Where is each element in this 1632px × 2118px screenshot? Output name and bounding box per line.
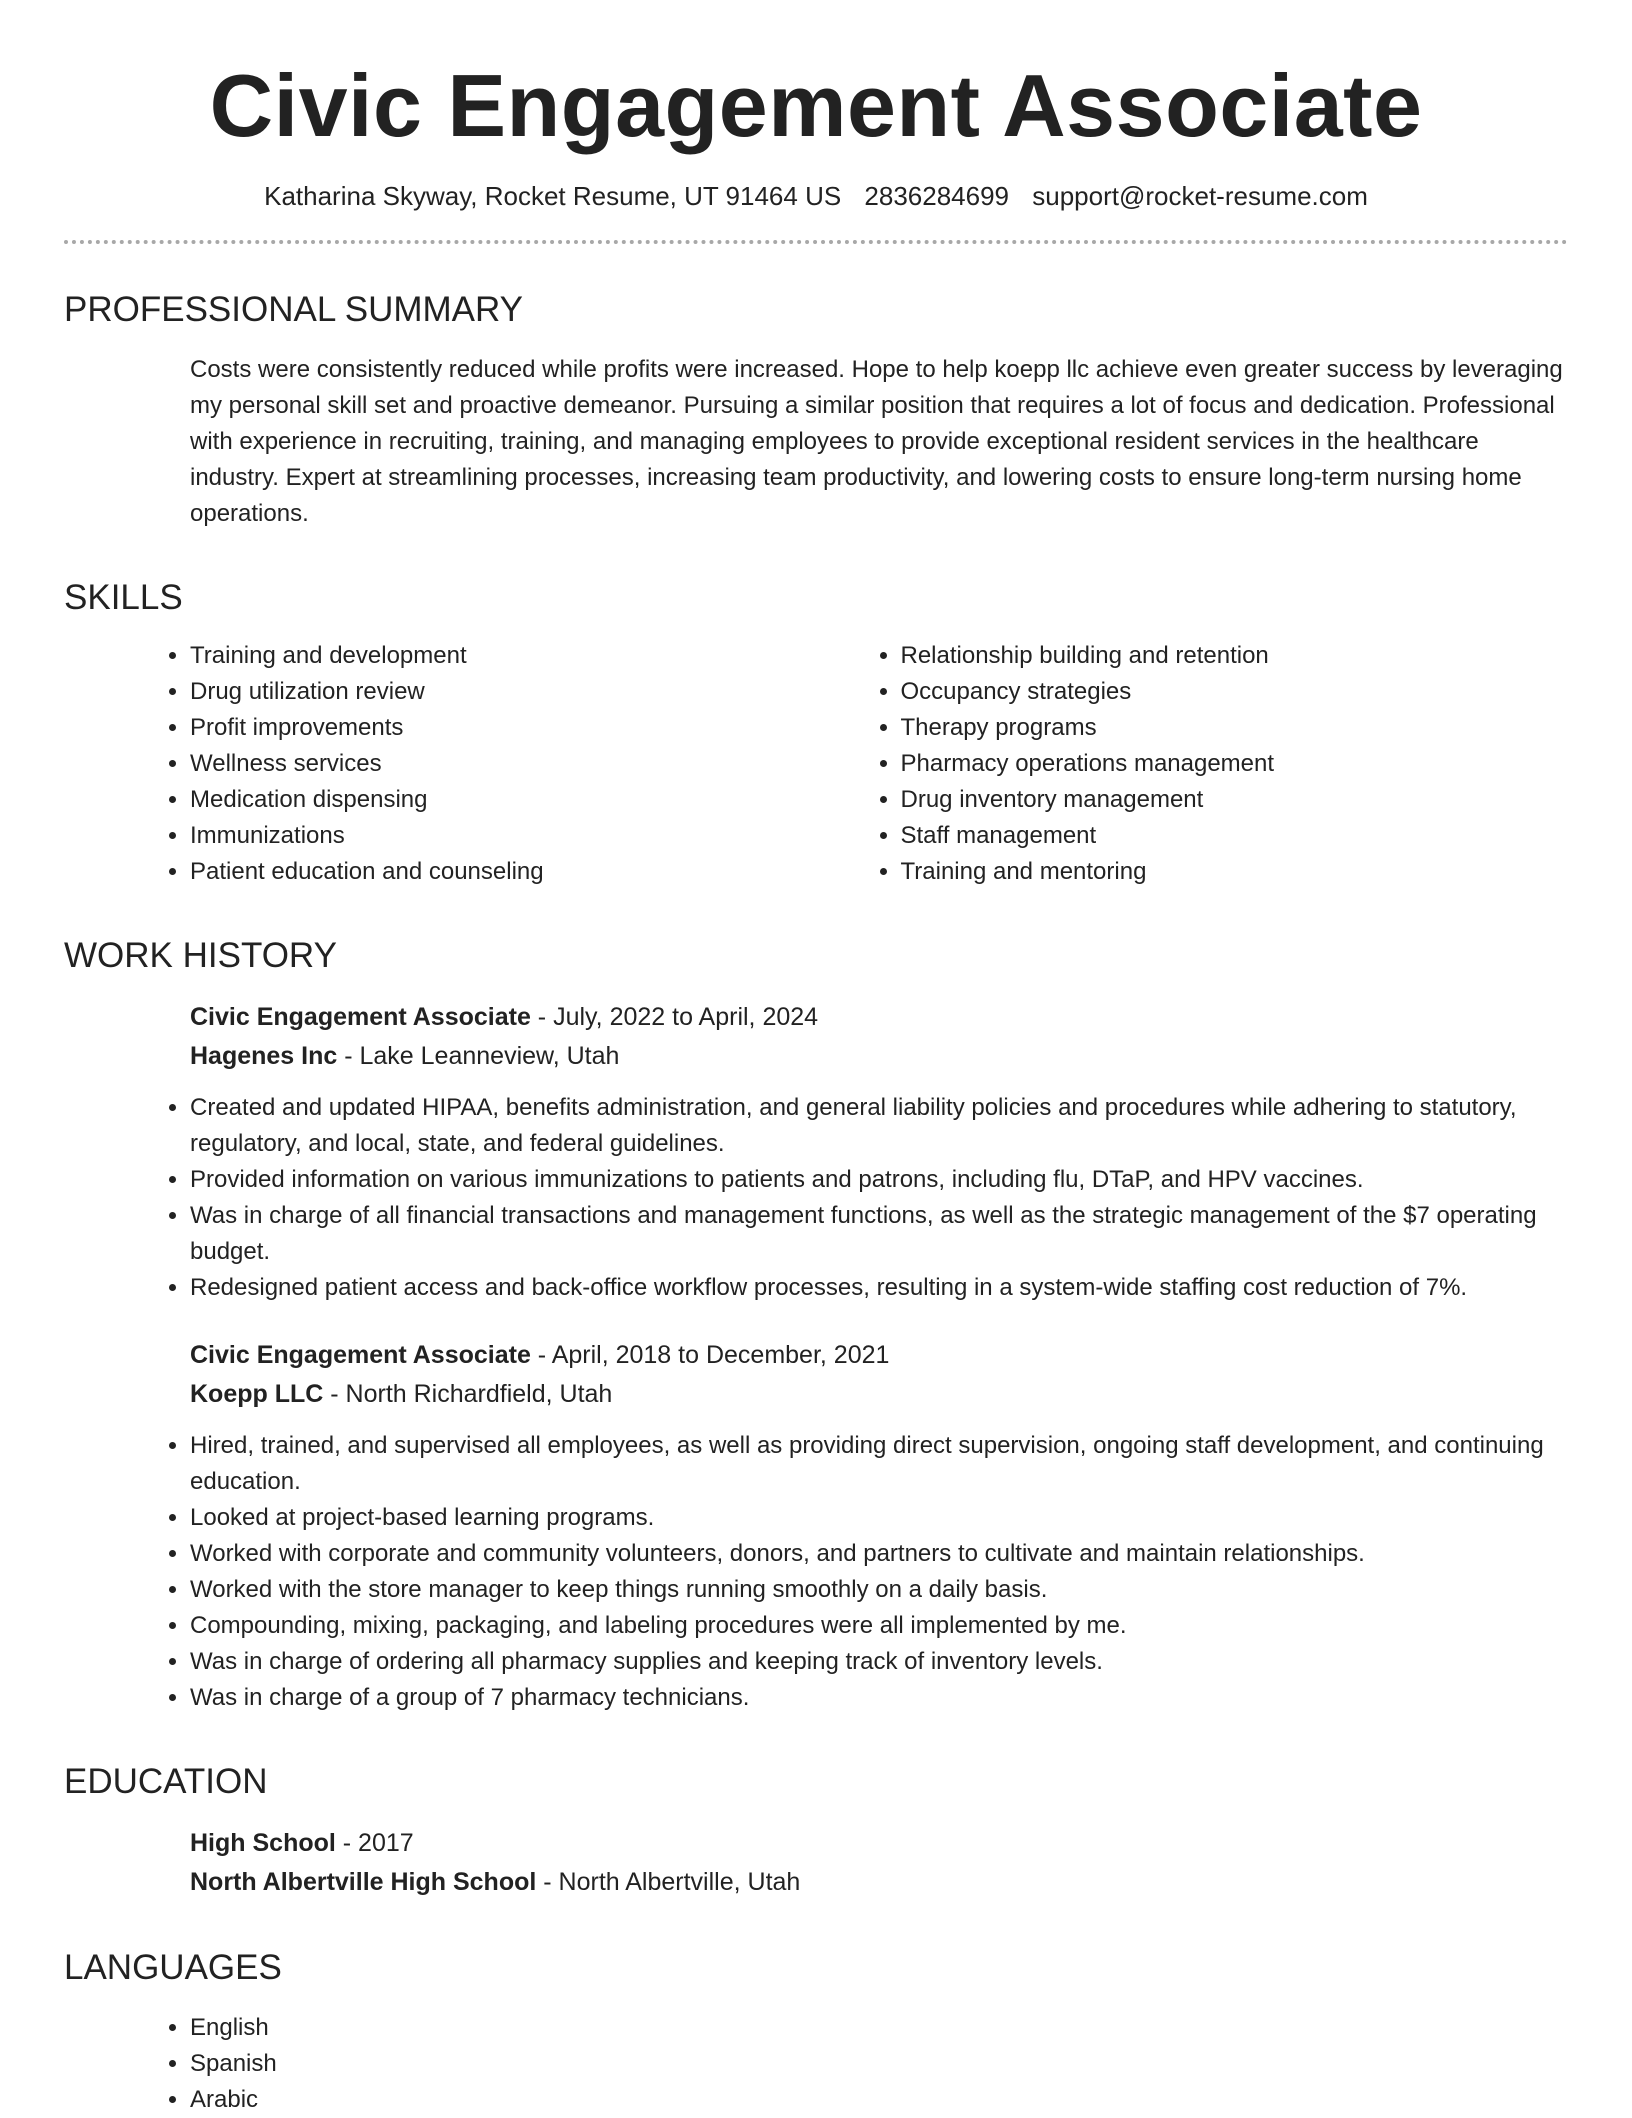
job-title-line (190, 1336, 1568, 1375)
education-year: - 2017 (335, 1829, 414, 1857)
language-item: • Spanish (190, 2046, 1568, 2082)
skills-list-left (147, 638, 858, 890)
job-bullet: • Hired, trained, and supervised all employees, as well as providing direct supervision, ongoing staff development, and continuing education. (190, 1428, 1568, 1500)
skill-item: • Immunizations (190, 818, 858, 854)
job-bullet: • Created and updated HIPAA, benefits administration, and general liability policies and procedures while adhering to statutory, regulatory, and local, state, and federal guidelines. (190, 1090, 1568, 1162)
contact-line (0, 180, 1632, 212)
summary-heading: PROFESSIONAL SUMMARY (64, 290, 523, 329)
skill-item: • Relationship building and retention (901, 638, 1569, 674)
job-bullet: • Compounding, mixing, packaging, and labeling procedures were all implemented by me. (190, 1608, 1568, 1644)
skill-item: • Profit improvements (190, 710, 858, 746)
job-bullets (147, 1428, 1568, 1716)
job-title: Civic Engagement Associate (190, 1003, 531, 1031)
job-bullet: • Redesigned patient access and back-office workflow processes, resulting in a system-wide staffing cost reduction of 7%. (190, 1270, 1568, 1306)
job-bullet: • Was in charge of a group of 7 pharmacy technicians. (190, 1680, 1568, 1716)
language-item: • Arabic (190, 2082, 1568, 2118)
education-section (190, 1824, 1568, 1902)
skill-item: • Drug inventory management (901, 782, 1569, 818)
job-title: Civic Engagement Associate (190, 1341, 531, 1369)
work-section (190, 998, 1568, 1716)
education-location: - North Albertville, Utah (536, 1868, 801, 1896)
job-bullet: • Provided information on various immunizations to patients and patrons, including flu, DTaP, and HPV vaccines. (190, 1162, 1568, 1198)
job-bullet: • Looked at project-based learning programs. (190, 1500, 1568, 1536)
contact-email: support@rocket-resume.com (1032, 181, 1368, 211)
job-company-line (190, 1037, 1568, 1076)
skill-item: • Pharmacy operations management (901, 746, 1569, 782)
education-school-line (190, 1863, 1568, 1902)
education-school: North Albertville High School (190, 1868, 537, 1896)
job-location: - Lake Leanneview, Utah (337, 1042, 620, 1070)
skill-item: • Training and mentoring (901, 854, 1569, 890)
skill-item: • Drug utilization review (190, 674, 858, 710)
summary-text: Costs were consistently reduced while profits were increased. Hope to help koepp llc achieve even greater success by leveraging my personal skill set and proactive demeanor. Pursuing a similar position that requires a lot of focus and dedication. Professional with experience in recruiting, training, and managing employees to provide exceptional resident services in the healthcare industry. Expert at streamlining processes, increasing team productivity, and lowering costs to ensure long-term nursing home operations. (190, 356, 1563, 527)
job-location: - North Richardfield, Utah (323, 1380, 613, 1408)
contact-address: Katharina Skyway, Rocket Resume, UT 91464 US (264, 181, 842, 211)
languages-section (190, 2010, 1568, 2118)
contact-phone: 2836284699 (864, 181, 1010, 211)
languages-heading: LANGUAGES (64, 1948, 282, 1987)
job-bullet: • Was in charge of all financial transactions and management functions, as well as the strategic management of the $7 operating budget. (190, 1198, 1568, 1270)
job-bullet: • Was in charge of ordering all pharmacy supplies and keeping track of inventory levels. (190, 1644, 1568, 1680)
work-heading: WORK HISTORY (64, 936, 337, 975)
job-entry (190, 998, 1568, 1306)
job-bullets (147, 1090, 1568, 1306)
page-title: Civic Engagement Associate (209, 56, 1423, 155)
job-entry (190, 1336, 1568, 1716)
skills-list-right (858, 638, 1569, 890)
header-divider (64, 240, 1568, 244)
skills-columns (190, 638, 1568, 890)
language-item: • English (190, 2010, 1568, 2046)
education-heading: EDUCATION (64, 1762, 268, 1801)
job-dates: - July, 2022 to April, 2024 (530, 1003, 819, 1031)
education-degree-line (190, 1824, 1568, 1863)
languages-list (147, 2010, 1568, 2118)
job-bullet: • Worked with the store manager to keep things running smoothly on a daily basis. (190, 1572, 1568, 1608)
skills-section (190, 638, 1568, 890)
skill-item: • Wellness services (190, 746, 858, 782)
education-degree: High School (190, 1829, 336, 1857)
job-company-line (190, 1375, 1568, 1414)
job-title-line (190, 998, 1568, 1037)
skill-item: • Occupancy strategies (901, 674, 1569, 710)
skill-item: • Training and development (190, 638, 858, 674)
skill-item: • Patient education and counseling (190, 854, 858, 890)
skill-item: • Medication dispensing (190, 782, 858, 818)
job-bullet: • Worked with corporate and community volunteers, donors, and partners to cultivate and maintain relationships. (190, 1536, 1568, 1572)
job-company: Hagenes Inc (190, 1042, 338, 1070)
skill-item: • Staff management (901, 818, 1569, 854)
skill-item: • Therapy programs (901, 710, 1569, 746)
job-company: Koepp LLC (190, 1380, 324, 1408)
job-dates: - April, 2018 to December, 2021 (530, 1341, 890, 1369)
skills-heading: SKILLS (64, 578, 183, 617)
